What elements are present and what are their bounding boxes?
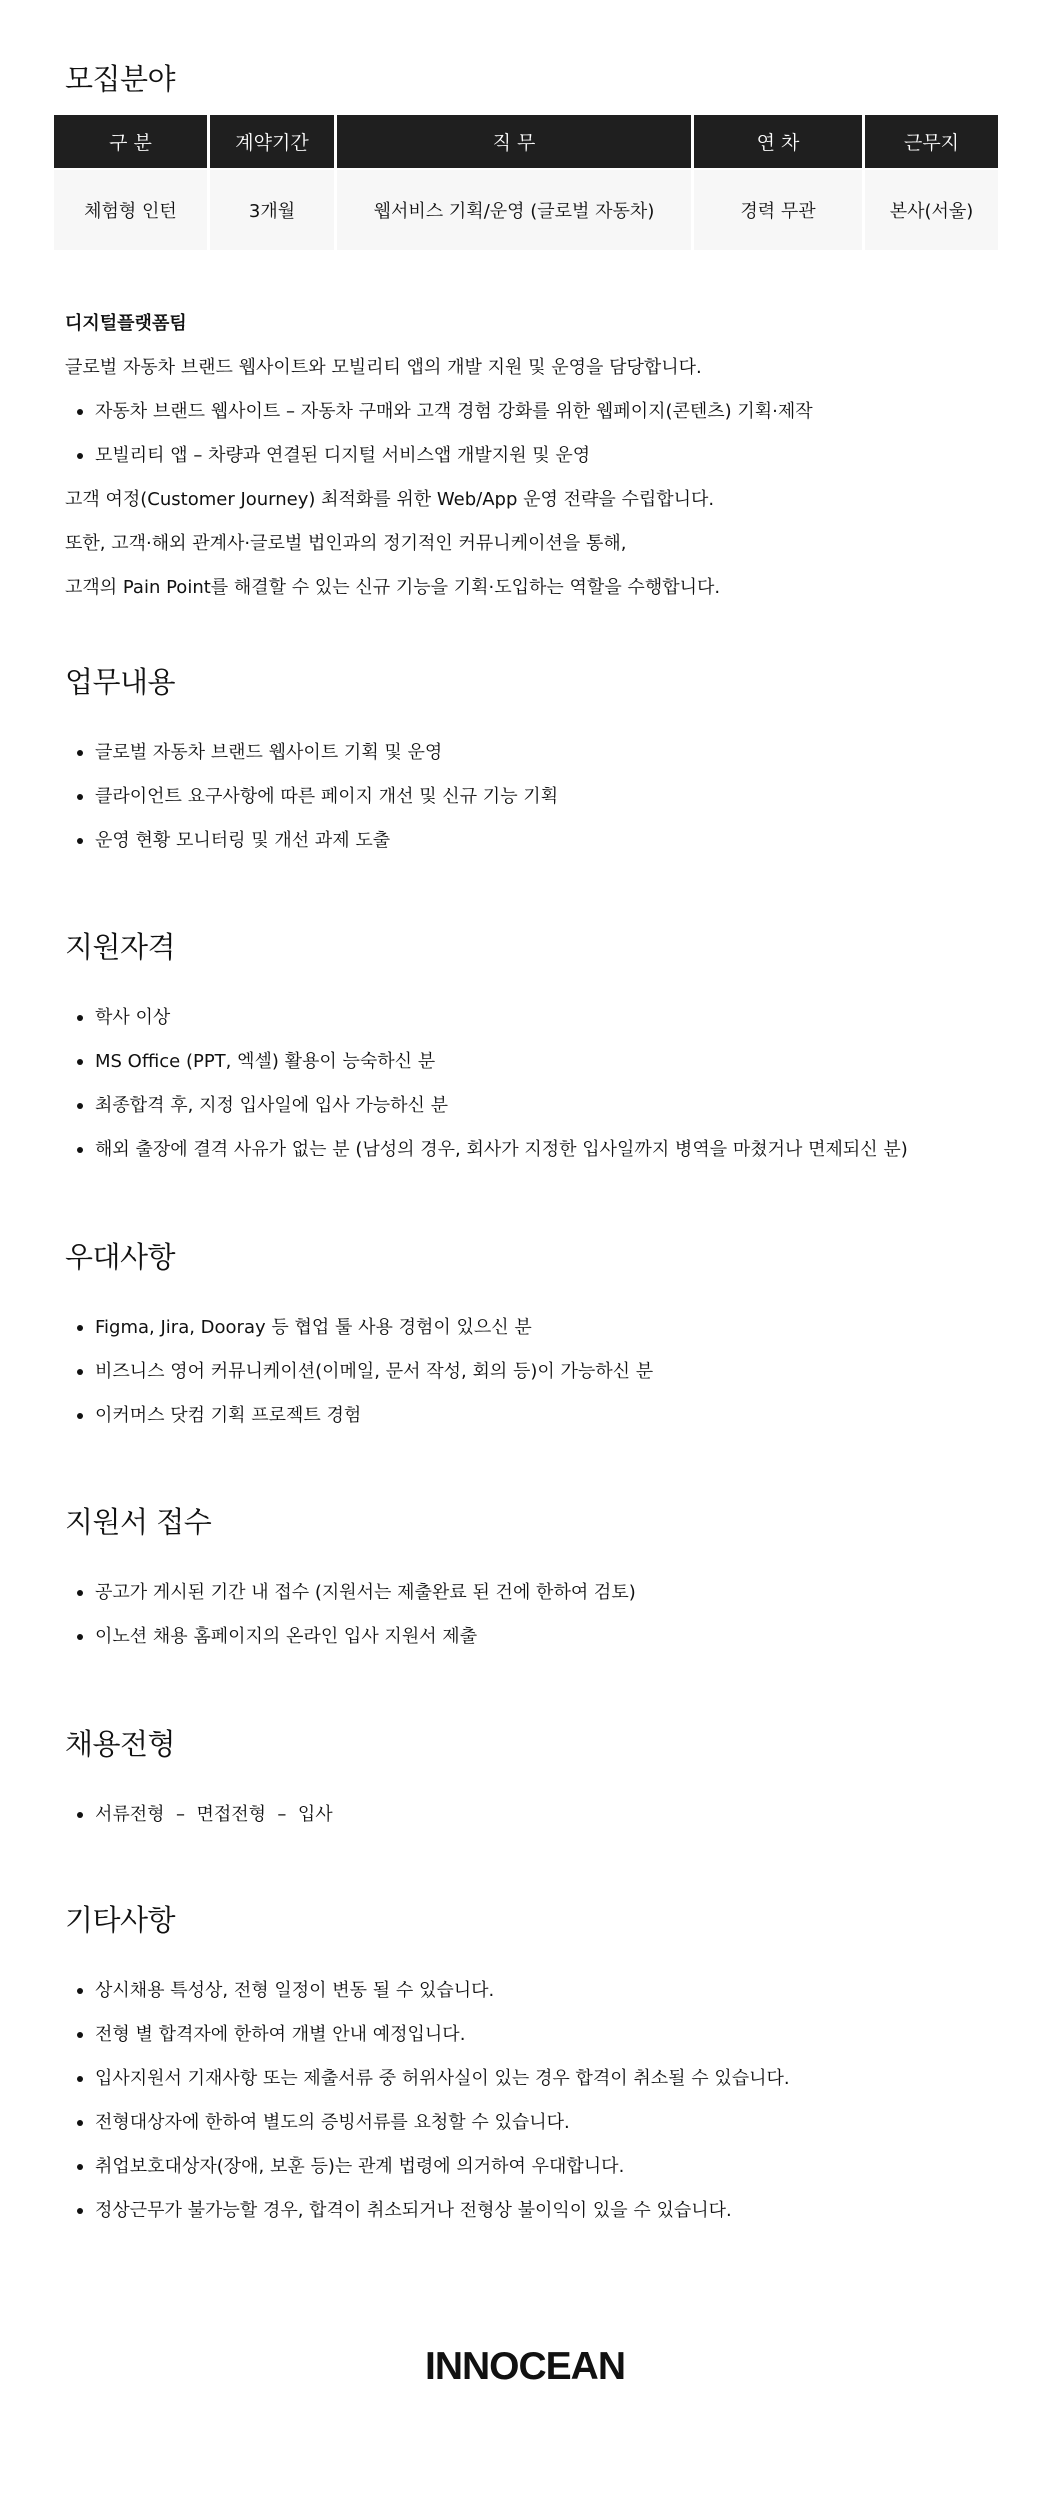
list-item: 클라이언트 요구사항에 따른 페이지 개선 및 신규 기능 기획 bbox=[65, 775, 1005, 819]
etc-section bbox=[65, 1898, 1005, 2233]
table-cell: 3개월 bbox=[210, 170, 334, 250]
application-list bbox=[65, 1571, 1005, 1659]
innocean-logo: INNOCEAN bbox=[424, 2345, 625, 2388]
application-section bbox=[65, 1500, 1005, 1659]
bullet-icon bbox=[77, 1634, 83, 1640]
recruit-table bbox=[51, 115, 1001, 250]
bullet-icon bbox=[77, 409, 83, 415]
list-item: 공고가 게시된 기간 내 접수 (지원서는 제출완료 된 건에 한하여 검토) bbox=[65, 1571, 1005, 1615]
list-item: MS Office (PPT, 엑셀) 활용이 능숙하신 분 bbox=[65, 1040, 1005, 1084]
process-section bbox=[65, 1722, 1005, 1837]
qualifications-section bbox=[65, 925, 1005, 1172]
recruit-title: 모집분야 bbox=[65, 62, 176, 96]
list-item: 해외 출장에 결격 사유가 없는 분 (남성의 경우, 회사가 지정한 입사일까지 병역을 마쳤거나 면제되신 분) bbox=[65, 1128, 1005, 1172]
list-item: 운영 현황 모니터링 및 개선 과제 도출 bbox=[65, 819, 1005, 863]
table-cell: 경력 무관 bbox=[694, 170, 862, 250]
process-title: 채용전형 bbox=[65, 1727, 176, 1761]
bullet-icon bbox=[77, 1059, 83, 1065]
list-item: 이노션 채용 홈페이지의 온라인 입사 지원서 제출 bbox=[65, 1615, 1005, 1659]
bullet-icon bbox=[77, 1413, 83, 1419]
bullet-icon bbox=[77, 453, 83, 459]
recruit-table-wrap bbox=[54, 115, 998, 250]
application-title: 지원서 접수 bbox=[65, 1505, 212, 1539]
bullet-icon bbox=[77, 2120, 83, 2126]
team-section bbox=[65, 302, 1005, 610]
list-item: 서류전형 – 면접전형 – 입사 bbox=[65, 1793, 1005, 1837]
duties-list bbox=[65, 731, 1005, 863]
qualifications-list bbox=[65, 996, 1005, 1172]
team-intro: 글로벌 자동차 브랜드 웹사이트와 모빌리티 앱의 개발 지원 및 운영을 담당합니다. bbox=[65, 357, 702, 378]
list-item: 상시채용 특성상, 전형 일정이 변동 될 수 있습니다. bbox=[65, 1969, 1005, 2013]
duties-section bbox=[65, 660, 1005, 863]
list-item: 전형 별 합격자에 한하여 개별 안내 예정입니다. bbox=[65, 2013, 1005, 2057]
table-cell: 체험형 인턴 bbox=[54, 170, 207, 250]
table-header-row bbox=[54, 115, 998, 170]
qualifications-title: 지원자격 bbox=[65, 930, 176, 964]
bullet-icon bbox=[77, 2208, 83, 2214]
list-item: 비즈니스 영어 커뮤니케이션(이메일, 문서 작성, 회의 등)이 가능하신 분 bbox=[65, 1350, 1005, 1394]
duties-title: 업무내용 bbox=[65, 665, 176, 699]
bullet-icon bbox=[77, 794, 83, 800]
preferred-list bbox=[65, 1306, 1005, 1438]
table-header-cell: 직 무 bbox=[337, 115, 691, 170]
bullet-icon bbox=[77, 1147, 83, 1153]
list-item: 학사 이상 bbox=[65, 996, 1005, 1040]
bullet-icon bbox=[77, 1015, 83, 1021]
preferred-section bbox=[65, 1235, 1005, 1438]
team-line: 또한, 고객·해외 관계사·글로벌 법인과의 정기적인 커뮤니케이션을 통해, bbox=[65, 533, 627, 554]
bullet-icon bbox=[77, 2032, 83, 2038]
team-line: 고객의 Pain Point를 해결할 수 있는 신규 기능을 기획·도입하는 역할을 수행합니다. bbox=[65, 577, 721, 598]
bullet-icon bbox=[77, 1590, 83, 1596]
bullet-icon bbox=[77, 1812, 83, 1818]
table-header-cell: 구 분 bbox=[54, 115, 207, 170]
bullet-icon bbox=[77, 2076, 83, 2082]
table-row bbox=[54, 170, 998, 250]
list-item: 취업보호대상자(장애, 보훈 등)는 관계 법령에 의거하여 우대합니다. bbox=[65, 2145, 1005, 2189]
list-item: Figma, Jira, Dooray 등 협업 툴 사용 경험이 있으신 분 bbox=[65, 1306, 1005, 1350]
list-item: 최종합격 후, 지정 입사일에 입사 가능하신 분 bbox=[65, 1084, 1005, 1128]
bullet-icon bbox=[77, 750, 83, 756]
list-item: 글로벌 자동차 브랜드 웹사이트 기획 및 운영 bbox=[65, 731, 1005, 775]
team-bullet-list bbox=[65, 390, 1005, 478]
list-item: 정상근무가 불가능할 경우, 합격이 취소되거나 전형상 불이익이 있을 수 있습니다. bbox=[65, 2189, 1005, 2233]
list-item: 자동차 브랜드 웹사이트 – 자동차 구매와 고객 경험 강화를 위한 웹페이지(콘텐츠) 기획·제작 bbox=[65, 390, 1005, 434]
list-item: 이커머스 닷컴 기획 프로젝트 경험 bbox=[65, 1394, 1005, 1438]
list-item: 모빌리티 앱 – 차량과 연결된 디지털 서비스앱 개발지원 및 운영 bbox=[65, 434, 1005, 478]
table-header-cell: 근무지 bbox=[865, 115, 998, 170]
bullet-icon bbox=[77, 1988, 83, 1994]
table-cell: 본사(서울) bbox=[865, 170, 998, 250]
etc-title: 기타사항 bbox=[65, 1903, 176, 1937]
etc-list bbox=[65, 1969, 1005, 2233]
bullet-icon bbox=[77, 1325, 83, 1331]
list-item: 입사지원서 기재사항 또는 제출서류 중 허위사실이 있는 경우 합격이 취소될 수 있습니다. bbox=[65, 2057, 1005, 2101]
table-cell: 웹서비스 기획/운영 (글로벌 자동차) bbox=[337, 170, 691, 250]
bullet-icon bbox=[77, 838, 83, 844]
list-item: 전형대상자에 한하여 별도의 증빙서류를 요청할 수 있습니다. bbox=[65, 2101, 1005, 2145]
table-header-cell: 연 차 bbox=[694, 115, 862, 170]
recruit-section bbox=[65, 57, 1005, 98]
team-line: 고객 여정(Customer Journey) 최적화를 위한 Web/App 운영 전략을 수립합니다. bbox=[65, 489, 715, 510]
preferred-title: 우대사항 bbox=[65, 1240, 176, 1274]
bullet-icon bbox=[77, 1103, 83, 1109]
process-list bbox=[65, 1793, 1005, 1837]
table-header-cell: 계약기간 bbox=[210, 115, 334, 170]
team-name: 디지털플랫폼팀 bbox=[65, 313, 187, 334]
bullet-icon bbox=[77, 1369, 83, 1375]
bullet-icon bbox=[77, 2164, 83, 2170]
